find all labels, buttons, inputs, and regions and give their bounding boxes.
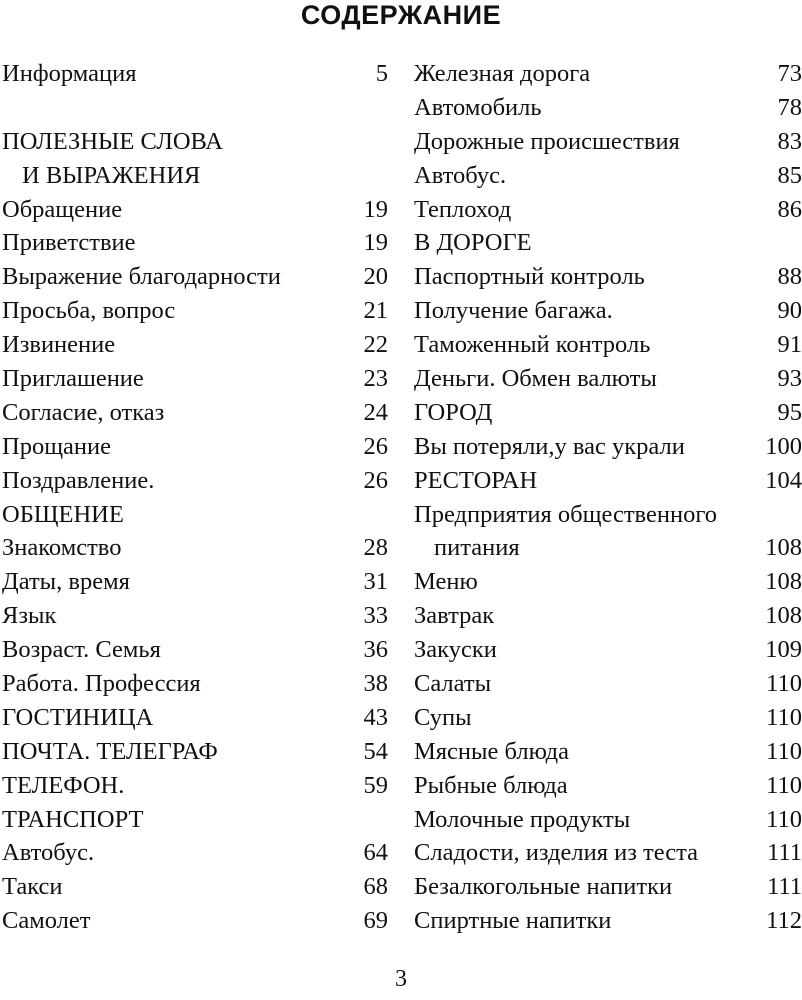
toc-entry [414, 294, 802, 328]
toc-entry-label: Предприятия общественного [414, 500, 718, 528]
toc-entry-label: Сладости, изделия из теста [414, 839, 698, 867]
toc-entry-page: 19 [363, 229, 388, 257]
toc-entry [2, 565, 388, 599]
toc-entry [414, 701, 802, 735]
toc-entry [2, 260, 388, 294]
toc-entry [2, 701, 388, 735]
toc-section-heading [2, 125, 388, 159]
toc-entry [2, 769, 388, 803]
toc-entry-page: 109 [765, 636, 802, 664]
page-number: 3 [395, 966, 407, 992]
toc-entry [414, 769, 802, 803]
toc-entry-page: 88 [777, 263, 802, 291]
toc-entry-label: Автомобиль [414, 93, 542, 121]
toc-entry-page: 110 [766, 737, 802, 765]
toc-entry [414, 430, 802, 464]
toc-entry-label: ОБЩЕНИЕ [2, 500, 124, 528]
toc-entry-page: 26 [363, 432, 388, 460]
toc-entry [414, 803, 802, 837]
toc-entry [414, 599, 802, 633]
toc-entry [2, 904, 388, 938]
toc-entry-label: Деньги. Обмен валюты [414, 365, 657, 393]
toc-entry-page: 43 [363, 703, 388, 731]
toc-entry [414, 667, 802, 701]
toc-entry [2, 531, 388, 565]
toc-entry-page: 112 [766, 907, 802, 935]
toc-entry [414, 362, 802, 396]
toc-entry-label: Меню [414, 568, 478, 596]
toc-entry [2, 667, 388, 701]
toc-entry-page: 64 [363, 839, 388, 867]
toc-entry-page: 22 [363, 331, 388, 359]
toc-entry [2, 870, 388, 904]
toc-entry-page: 85 [777, 161, 802, 189]
toc-entry-label: Знакомство [2, 534, 122, 562]
toc-entry-label: Приветствие [2, 229, 136, 257]
toc-entry [2, 362, 388, 396]
toc-entry [414, 870, 802, 904]
toc-entry-label: Приглашение [2, 365, 144, 393]
toc-entry-label: Просьба, вопрос [2, 297, 176, 325]
toc-entry-page: 5 [375, 60, 388, 87]
toc-entry-label: Самолет [2, 907, 91, 935]
toc-section-heading [2, 159, 388, 193]
toc-entry-label: ПОЧТА. ТЕЛЕГРАФ [2, 737, 218, 765]
toc-entry-label: Поздравление. [2, 466, 155, 494]
toc-entry-label: питания [434, 534, 520, 562]
toc-entry [414, 904, 802, 938]
toc-entry-label: Спиртные напитки [414, 907, 612, 935]
toc-entry-label: ТЕЛЕФОН. [2, 771, 125, 799]
toc-left-column [2, 57, 388, 938]
toc-entry [414, 565, 802, 599]
toc-entry-label: Возраст. Семья [2, 636, 161, 664]
toc-entry-page: 86 [777, 195, 802, 223]
toc-entry-page: 73 [777, 60, 802, 87]
toc-entry-label: Салаты [414, 670, 492, 698]
toc-entry-page: 69 [363, 907, 388, 935]
toc-entry-label: Таможенный контроль [414, 331, 651, 359]
toc-entry-page: 59 [363, 771, 388, 799]
toc-entry-page: 24 [363, 398, 388, 426]
toc-entry-label: ПОЛЕЗНЫЕ СЛОВА [2, 127, 224, 155]
toc-entry [2, 836, 388, 870]
toc-entry [2, 396, 388, 430]
toc-entry-page: 108 [765, 534, 802, 562]
toc-entry-page: 31 [363, 568, 388, 596]
toc-entry [414, 328, 802, 362]
toc-entry [2, 226, 388, 260]
toc-spacer [2, 91, 388, 125]
toc-entry-label: Дорожные происшествия [414, 127, 680, 155]
toc-entry-label: Извинение [2, 331, 116, 359]
toc-entry [2, 464, 388, 498]
toc-entry [2, 328, 388, 362]
toc-entry-page: 26 [363, 466, 388, 494]
toc-entry-page: 111 [767, 873, 802, 901]
toc-entry-page: 110 [766, 805, 802, 833]
toc-entry-label: И ВЫРАЖЕНИЯ [22, 161, 201, 189]
toc-entry-page: 36 [363, 636, 388, 664]
toc-section-heading [2, 498, 388, 532]
toc-entry-label: Теплоход [414, 195, 512, 223]
toc-right-column [414, 57, 802, 938]
toc-entry-label: Железная дорога [414, 60, 591, 87]
toc-entry-label: Мясные блюда [414, 737, 569, 765]
toc-entry-page: 111 [767, 839, 802, 867]
toc-entry [414, 57, 802, 91]
toc-entry [414, 735, 802, 769]
toc-entry [414, 633, 802, 667]
toc-entry-label: Молочные продукты [414, 805, 631, 833]
toc-entry [414, 531, 802, 565]
toc-entry [414, 125, 802, 159]
toc-entry-label: ГОРОД [414, 398, 493, 426]
toc-entry-label: Прощание [2, 432, 112, 460]
toc-entry-label: В ДОРОГЕ [414, 229, 532, 257]
toc-entry-label: Даты, время [2, 568, 130, 596]
toc-entry [2, 193, 388, 227]
toc-entry-page: 110 [766, 771, 802, 799]
toc-entry-label: Согласие, отказ [2, 398, 165, 426]
toc-entry-page: 110 [766, 670, 802, 698]
toc-entry-page: 108 [765, 602, 802, 630]
toc-entry-label: Информация [2, 60, 137, 87]
toc-entry [2, 57, 388, 91]
toc-entry-page: 110 [766, 703, 802, 731]
toc-entry-page: 33 [363, 602, 388, 630]
toc-entry-label: Супы [414, 703, 472, 731]
toc-entry [414, 159, 802, 193]
toc-entry-page: 21 [363, 297, 388, 325]
toc-entry-label: РЕСТОРАН [414, 466, 538, 494]
toc-entry-label: Работа. Профессия [2, 670, 201, 698]
toc-entry-page: 100 [765, 432, 802, 460]
toc-entry-label: Безалкогольные напитки [414, 873, 673, 901]
toc-entry [414, 91, 802, 125]
toc-entry-page: 93 [777, 365, 802, 393]
toc-entry [2, 294, 388, 328]
toc-entry [414, 836, 802, 870]
toc-entry-label: Выражение благодарности [2, 263, 281, 291]
toc-entry-label: Автобус. [2, 839, 95, 867]
toc-entry-label: Вы потеряли,у вас украли [414, 432, 685, 460]
toc-entry-page: 54 [363, 737, 388, 765]
toc-entry [414, 260, 802, 294]
toc-entry [2, 735, 388, 769]
toc-entry-page: 19 [363, 195, 388, 223]
toc-entry-label: Закуски [414, 636, 497, 664]
toc-entry-page: 108 [765, 568, 802, 596]
toc-entry-page: 23 [363, 365, 388, 393]
toc-entry-page: 20 [363, 263, 388, 291]
toc-entry-label: Рыбные блюда [414, 771, 568, 799]
toc-entry-label: Получение багажа. [414, 297, 613, 325]
toc-entry [2, 633, 388, 667]
toc-entry-label: Автобус. [414, 161, 507, 189]
toc-entry [414, 193, 802, 227]
toc-entry-page: 68 [363, 873, 388, 901]
toc-section-heading [414, 226, 802, 260]
toc-entry [2, 430, 388, 464]
toc-entry [414, 464, 802, 498]
toc-entry-page: 83 [777, 127, 802, 155]
toc-entry-page: 78 [777, 93, 802, 121]
toc-entry-label: ГОСТИНИЦА [2, 703, 154, 731]
toc-entry-label: ТРАНСПОРТ [2, 805, 144, 833]
toc-entry-page: 95 [777, 398, 802, 426]
toc-section-heading [2, 803, 388, 837]
toc-entry-page: 90 [777, 297, 802, 325]
toc-entry-page: 104 [765, 466, 802, 494]
toc-entry-label: Такси [2, 873, 63, 901]
toc-entry-page: 28 [363, 534, 388, 562]
toc-entry [2, 599, 388, 633]
page-title: СОДЕРЖАНИЕ [300, 0, 502, 30]
toc-entry-label: Язык [2, 602, 57, 630]
toc-entry-page: 91 [777, 331, 802, 359]
toc-entry-label: Обращение [2, 195, 123, 223]
toc-entry-page: 38 [363, 670, 388, 698]
toc-section-heading [414, 498, 802, 532]
toc-entry-label: Завтрак [414, 602, 495, 630]
toc-entry-label: Паспортный контроль [414, 263, 645, 291]
toc-entry [414, 396, 802, 430]
